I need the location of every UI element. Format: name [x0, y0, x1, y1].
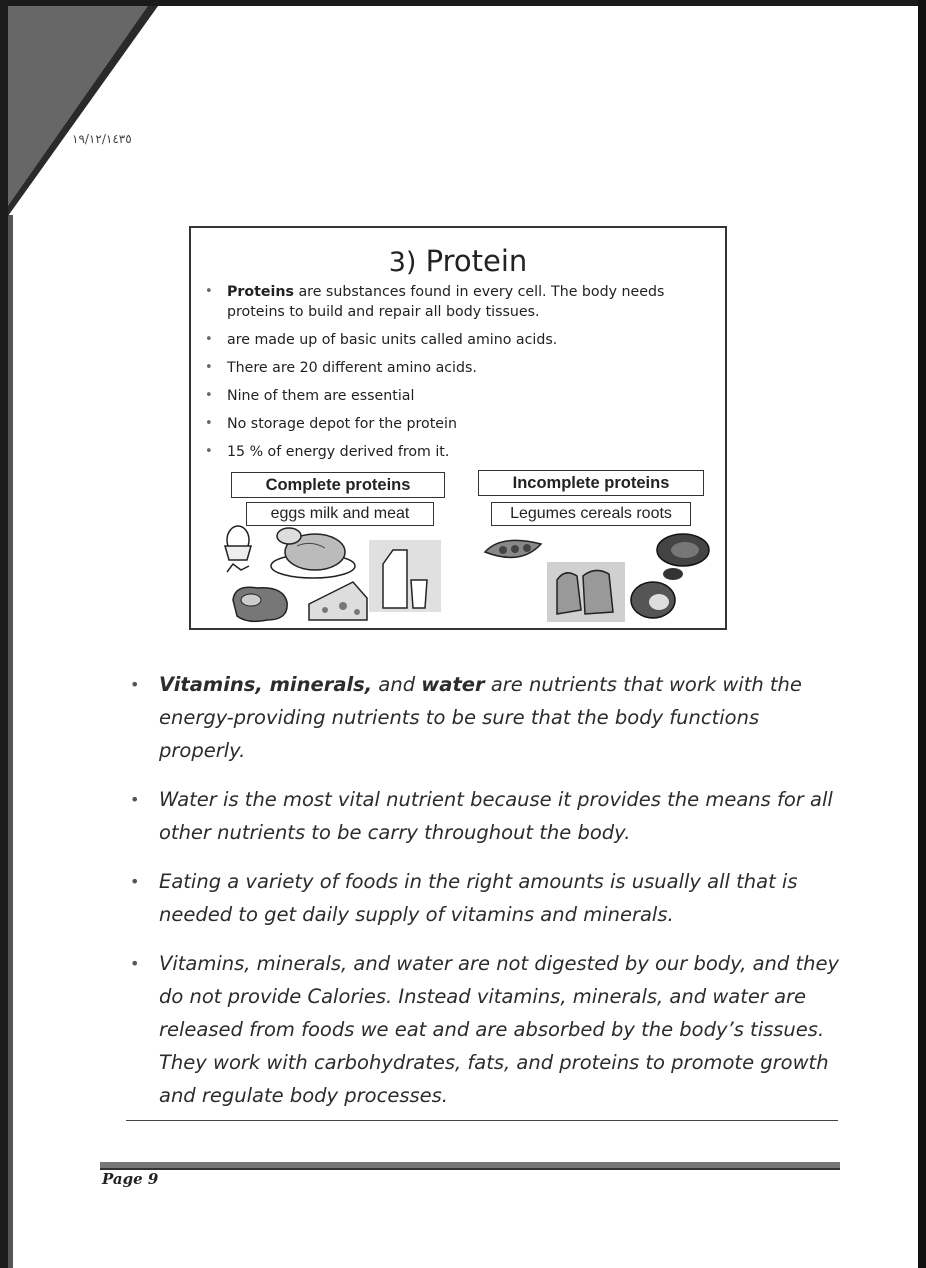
slide-bullet-list	[205, 282, 705, 470]
bullet-text: Nine of them are essential	[227, 388, 415, 404]
slide-title	[191, 244, 725, 278]
note-text: and	[372, 673, 422, 696]
scan-border-left	[0, 0, 8, 1268]
grain-sacks-icon	[547, 562, 625, 622]
slide-number: 3)	[388, 247, 417, 278]
incomplete-proteins-examples: Legumes cereals roots	[491, 502, 691, 526]
nuts-icon	[623, 528, 715, 626]
bullet-text: are made up of basic units called amino acids.	[227, 332, 558, 348]
bullet-text: are substances found in every cell. The body needs proteins to build and repair all body tissues.	[227, 284, 665, 320]
scan-border-right	[918, 0, 926, 1268]
egg-cup-icon	[219, 520, 259, 580]
milk-carton-icon	[369, 534, 441, 612]
slide-bullet	[205, 386, 705, 406]
bullet-text: 15 % of energy derived from it.	[227, 444, 450, 460]
complete-proteins-examples: eggs milk and meat	[246, 502, 434, 526]
note-bold: water	[421, 673, 485, 696]
complete-proteins-heading: Complete proteins	[231, 472, 445, 498]
nutrient-notes-list	[130, 668, 850, 1128]
protein-slide	[189, 226, 727, 630]
bullet-text: No storage depot for the protein	[227, 416, 457, 432]
divider-line	[126, 1120, 838, 1121]
roast-chicken-icon	[267, 522, 357, 582]
incomplete-proteins-heading: Incomplete proteins	[478, 470, 704, 496]
slide-bullet	[205, 282, 705, 322]
cheese-icon	[305, 576, 371, 626]
note-item: • Water is the most vital nutrient because it provides the means for all other nutrients to be carry throughout the body.	[130, 783, 850, 849]
date-stamp: ١٩/١٢/١٤٣٥	[72, 132, 132, 146]
scan-shadow-left	[8, 215, 13, 1268]
note-item: • Eating a variety of foods in the right amounts is usually all that is needed to get daily supply of vitamins and minerals.	[130, 865, 850, 931]
slide-bullet	[205, 442, 705, 462]
note-bold: Vitamins, minerals,	[159, 673, 373, 696]
note-item: • Vitamins, minerals, and water are not digested by our body, and they do not provide Calories. Instead vitamins, minerals, and water are released from foods we eat and are absorbed by the body’s tissues. They work with carbohydrates, fats, and proteins to promote growth and regulate body processes.	[130, 947, 850, 1112]
slide-title-text: Protein	[425, 244, 528, 278]
bullet-text: There are 20 different amino acids.	[227, 360, 477, 376]
slide-bullet	[205, 358, 705, 378]
bullet-lead: Proteins	[227, 284, 294, 300]
page-fold-highlight	[8, 6, 148, 206]
steak-icon	[227, 580, 293, 626]
note-text: are nutrients that work with the energy-providing nutrients to be sure that the body functions properly.	[159, 673, 802, 762]
slide-bullet	[205, 330, 705, 350]
note-item	[130, 668, 850, 767]
pea-pod-icon	[481, 530, 545, 572]
footer-bar-line	[100, 1168, 840, 1170]
page-number: Page 9	[102, 1170, 159, 1188]
slide-bullet	[205, 414, 705, 434]
